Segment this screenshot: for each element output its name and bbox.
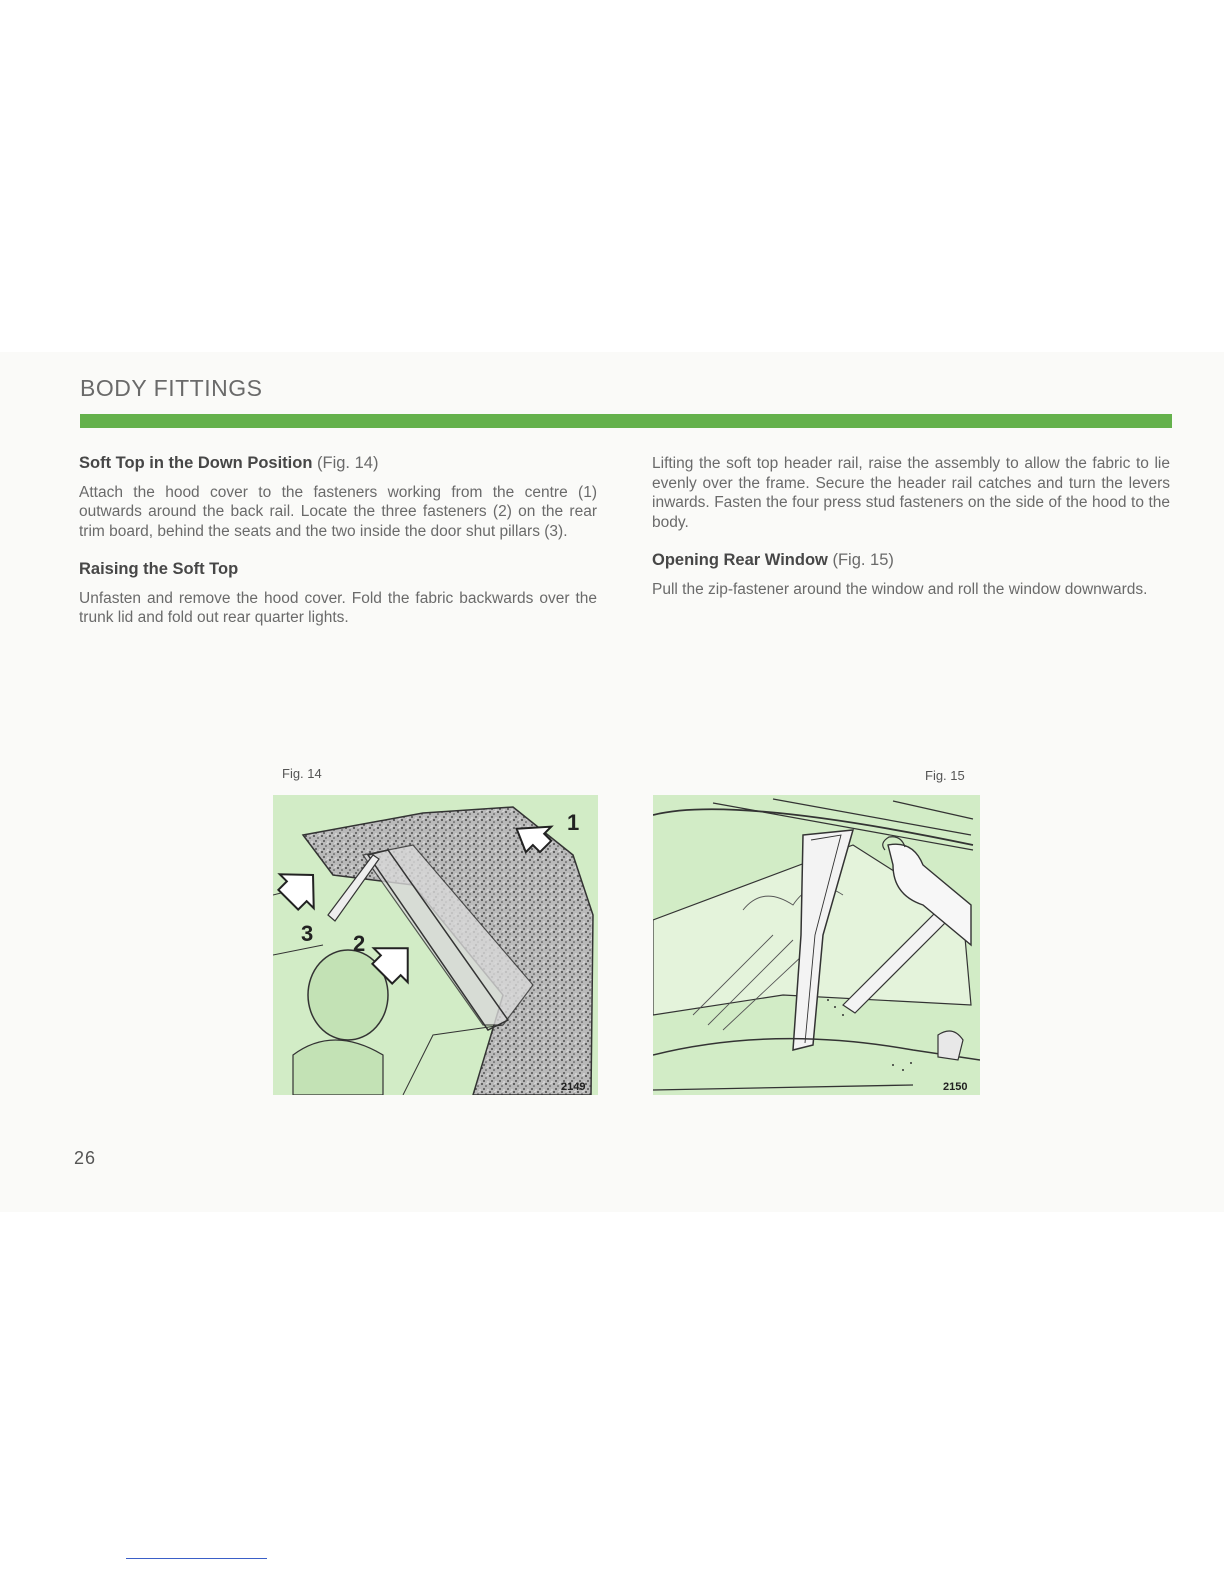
figure-reference: (Fig. 14) (317, 454, 379, 472)
figure-14 (273, 795, 598, 1095)
hood-cover-illustration-icon (273, 795, 598, 1095)
section-rule (80, 414, 1172, 428)
footer-rule (126, 1558, 267, 1559)
figure-reference: (Fig. 15) (832, 551, 894, 569)
figure-15 (653, 795, 980, 1095)
figure-14-code: 2149 (561, 1081, 586, 1093)
heading-soft-top-down (79, 454, 597, 474)
heading-raising-soft-top: Raising the Soft Top (79, 560, 239, 578)
heading-text: Soft Top in the Down Position (79, 454, 313, 472)
paragraph-soft-top-down: Attach the hood cover to the fasteners working from the centre (1) outwards around the back rail. Locate the three fasteners (2) on the rear trim board, behind the seats and the two inside the door shut pillars (3). (79, 483, 597, 540)
paragraph-lifting-header-rail: Lifting the soft top header rail, raise the assembly to allow the fabric to lie evenly over the frame. Secure the header rail catches and turn the levers inwards. Fasten the four press stud fasteners on the side of the hood to the body. (652, 455, 1170, 531)
paragraph-opening-rear-window: Pull the zip-fastener around the window and roll the window downwards. (652, 580, 1148, 598)
heading-opening-rear-window (652, 551, 1170, 571)
figure-14-label: Fig. 14 (282, 766, 322, 781)
figure-15-label: Fig. 15 (925, 768, 965, 783)
figure-15-code: 2150 (943, 1081, 968, 1093)
paragraph-raising-soft-top: Unfasten and remove the hood cover. Fold the fabric backwards over the trunk lid and fold out rear quarter lights. (79, 589, 597, 626)
callout-1: 1 (567, 810, 580, 835)
right-column (652, 454, 1170, 599)
rear-window-illustration-icon (653, 795, 980, 1095)
callout-3: 3 (301, 921, 314, 946)
section-title: BODY FITTINGS (80, 375, 263, 401)
heading-text: Opening Rear Window (652, 551, 828, 569)
left-column (79, 454, 597, 628)
callout-2: 2 (353, 931, 366, 956)
page-number: 26 (74, 1148, 97, 1168)
